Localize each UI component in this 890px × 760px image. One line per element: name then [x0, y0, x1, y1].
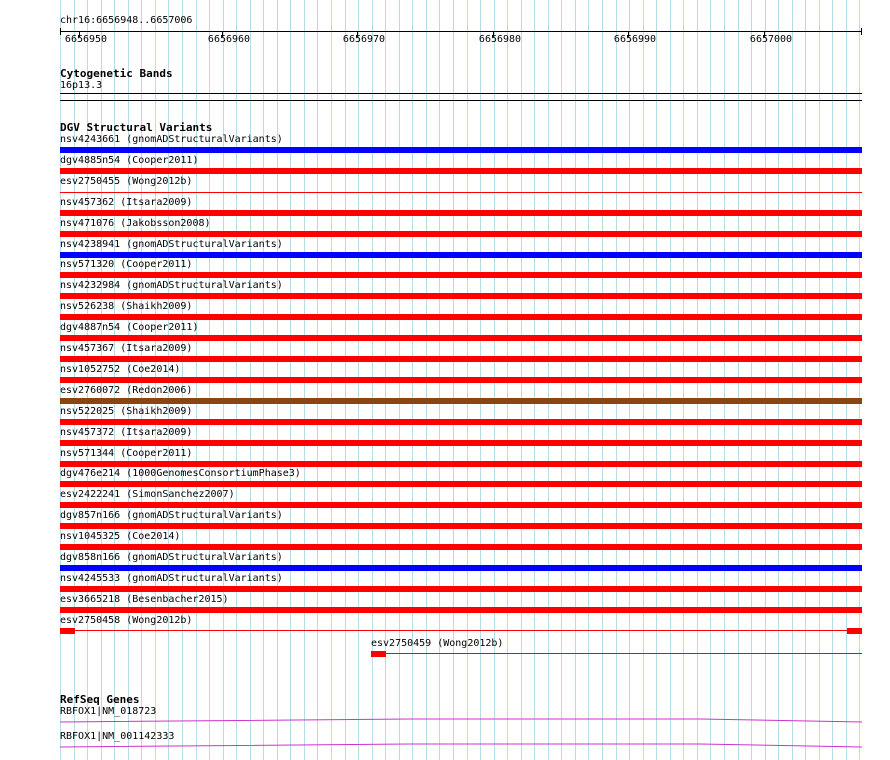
variant-label[interactable]: nsv457367 (Itsara2009): [60, 343, 193, 354]
variant-label[interactable]: nsv1052752 (Coe2014): [60, 364, 181, 375]
cytoband-track-title: Cytogenetic Bands: [60, 67, 173, 80]
variant-label[interactable]: dgv857n166 (gnomADStructuralVariants): [60, 510, 283, 521]
variant-label[interactable]: nsv1045325 (Coe2014): [60, 531, 181, 542]
variant-label[interactable]: esv2750459 (Wong2012b): [371, 638, 504, 649]
variant-label[interactable]: nsv457362 (Itsara2009): [60, 197, 193, 208]
locus-label: chr16:6656948..6657006: [60, 15, 193, 26]
variant-label[interactable]: nsv457372 (Itsara2009): [60, 427, 193, 438]
variant-label[interactable]: nsv4238941 (gnomADStructuralVariants): [60, 239, 283, 250]
variant-label[interactable]: nsv526238 (Shaikh2009): [60, 301, 193, 312]
refseq-gene-line-2: [60, 744, 862, 747]
variant-label[interactable]: nsv4243661 (gnomADStructuralVariants): [60, 134, 283, 145]
variant-label[interactable]: dgv476e214 (1000GenomesConsortiumPhase3): [60, 468, 301, 479]
refseq-gene-label-2[interactable]: RBFOX1|NM_001142333: [60, 731, 175, 742]
variant-label[interactable]: nsv571320 (Cooper2011): [60, 259, 193, 270]
variant-label[interactable]: esv3665218 (Besenbacher2015): [60, 594, 229, 605]
variant-label[interactable]: esv2422241 (SimonSanchez2007): [60, 489, 235, 500]
variant-label[interactable]: dgv858n166 (gnomADStructuralVariants): [60, 552, 283, 563]
refseq-gene-line-1: [60, 719, 862, 722]
variant-label[interactable]: esv2750455 (Wong2012b): [60, 176, 193, 187]
ruler-tick-label: 6657000: [749, 34, 793, 45]
variant-label[interactable]: nsv471076 (Jakobsson2008): [60, 218, 211, 229]
variant-label[interactable]: nsv522025 (Shaikh2009): [60, 406, 193, 417]
ruler-tick-label: 6656980: [478, 34, 522, 45]
variant-label[interactable]: nsv571344 (Cooper2011): [60, 448, 193, 459]
variant-label[interactable]: nsv4245533 (gnomADStructuralVariants): [60, 573, 283, 584]
cytoband-label: 16p13.3: [60, 80, 103, 91]
variant-label[interactable]: esv2760072 (Redon2006): [60, 385, 193, 396]
refseq-gene-label-1[interactable]: RBFOX1|NM_018723: [60, 706, 157, 717]
ruler-tick-label: 6656970: [342, 34, 386, 45]
ruler-tick-label: 6656960: [207, 34, 251, 45]
variant-label[interactable]: dgv4885n54 (Cooper2011): [60, 155, 199, 166]
ruler-tick-label: 6656950: [64, 34, 108, 45]
variant-label[interactable]: esv2750458 (Wong2012b): [60, 615, 193, 626]
variant-label[interactable]: nsv4232984 (gnomADStructuralVariants): [60, 280, 283, 291]
refseq-track-title: RefSeq Genes: [60, 693, 140, 706]
dgv-track-title: DGV Structural Variants: [60, 121, 213, 134]
variant-label[interactable]: dgv4887n54 (Cooper2011): [60, 322, 199, 333]
ruler-tick-label: 6656990: [613, 34, 657, 45]
